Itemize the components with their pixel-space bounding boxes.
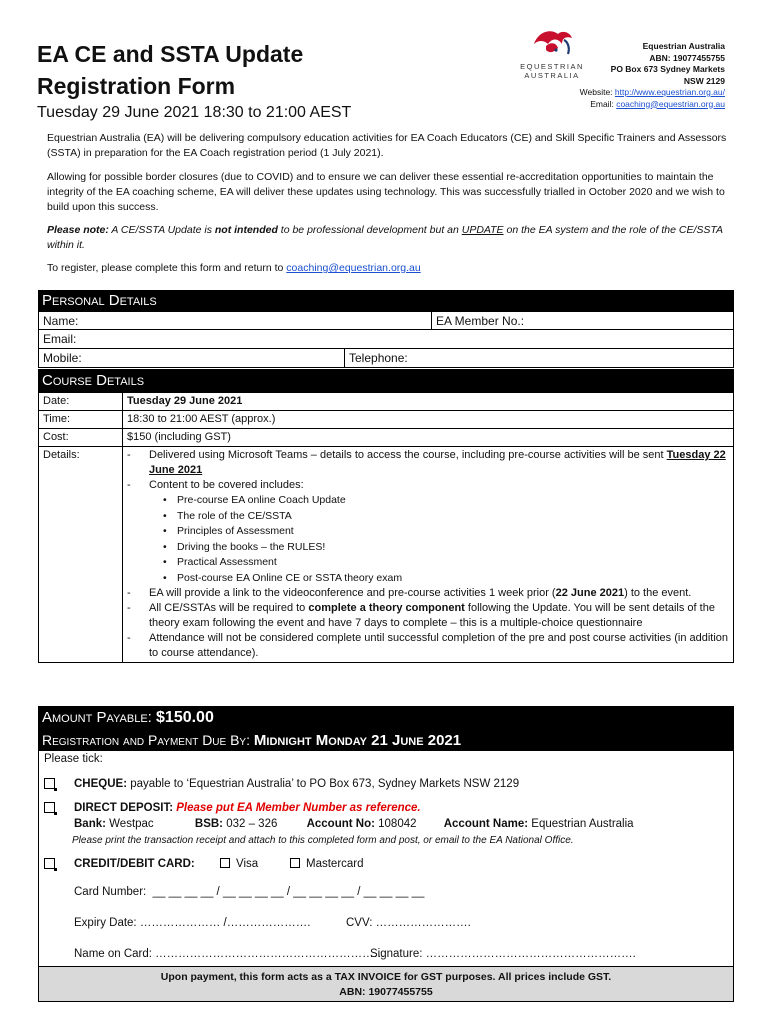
register-instructions: To register, please complete this form and return to coaching@equestrian.org.au <box>47 262 421 274</box>
card-option-label: CREDIT/DEBIT CARD: <box>74 858 195 870</box>
footer-abn: ABN: 19077455755 <box>339 986 433 998</box>
direct-deposit-option: DIRECT DEPOSIT: Please put EA Member Number as reference. <box>74 802 421 814</box>
course-details-row <box>39 447 734 663</box>
form-title <box>37 38 397 102</box>
email-field[interactable]: Email: <box>43 332 77 346</box>
time-label: Time: <box>39 411 123 429</box>
title-line-2: Registration Form <box>37 73 236 99</box>
cvv-field[interactable]: CVV: ……………………. <box>346 917 471 929</box>
member-no-field[interactable]: EA Member No.: <box>436 314 525 328</box>
org-email-line: Email: coaching@equestrian.org.au <box>590 98 725 109</box>
topic-item: • The role of the CE/SSTA <box>159 509 729 525</box>
visa-option: Visa <box>220 858 258 870</box>
course-time-row <box>39 411 734 429</box>
course-date-row <box>39 393 734 411</box>
title-line-1: EA CE and SSTA Update <box>37 41 304 67</box>
intro-paragraph-2: Allowing for possible border closures (due to COVID) and to ensure we can deliver these essential re-accreditation opportunities to maintain the integrity of the EA coaching scheme, EA will deliver these updates using technology. This was successfully trialled in October 2020 and we wish to build upon this success. <box>47 171 725 213</box>
topics-list <box>149 493 729 586</box>
amount-payable-bar: Amount Payable: $150.00 <box>38 706 734 729</box>
intro-paragraph-1: Equestrian Australia (EA) will be delivering compulsory education activities for EA Coach Educators (CE) and Skill Specific Trainers and Assessors (SSTA) in preparation for the EA Coach registration period (1 July 2021). <box>47 132 727 159</box>
topic-item: • Driving the books – the RULES! <box>159 540 729 556</box>
signature-field[interactable]: Signature: ………………………………………………. <box>370 948 636 960</box>
phone-row <box>38 349 734 368</box>
bank-details: Bank: Westpac BSB: 032 – 326 Account No: 108042 Account Name: Equestrian Australia <box>74 818 634 830</box>
list-item: - Content to be covered includes: • Pre-course EA online Coach Update • The role of the CE/SSTA • Principles of Assessment • Driving the books – the RULES! • Practical Assessment • Post-course EA Online CE or SSTA theory exam <box>127 478 729 586</box>
mobile-field[interactable]: Mobile: <box>43 351 82 365</box>
due-date: Midnight Monday 21 June 2021 <box>253 732 462 749</box>
org-email-link[interactable]: coaching@equestrian.org.au <box>616 98 725 109</box>
email-row <box>38 330 734 349</box>
org-abn: ABN: 19077455755 <box>649 52 725 63</box>
telephone-field[interactable]: Telephone: <box>349 351 408 365</box>
visa-checkbox[interactable] <box>220 858 230 868</box>
due-date-bar: Registration and Payment Due By: Midnight Monday 21 June 2021 <box>38 729 734 751</box>
topic-item: • Practical Assessment <box>159 555 729 571</box>
cost-label: Cost: <box>39 429 123 447</box>
org-name: Equestrian Australia <box>642 41 725 51</box>
course-details-table <box>38 392 734 663</box>
list-item: - Delivered using Microsoft Teams – details to access the course, including pre-course activities will be sent Tuesday 22 June 2021 <box>127 448 729 478</box>
tax-invoice-footer <box>38 966 734 1002</box>
list-item: - All CE/SSTAs will be required to complete a theory component following the Update. You will be sent details of the theory exam following the event and have 7 days to complete – this is a multiple-choice questionnaire <box>127 601 729 631</box>
personal-details-heading: Personal Details <box>38 290 734 312</box>
please-tick-label: Please tick: <box>44 753 103 765</box>
org-contact-block <box>580 41 725 110</box>
topic-item: • Pre-course EA online Coach Update <box>159 493 729 509</box>
name-row <box>38 311 734 330</box>
event-date-subtitle: Tuesday 29 June 2021 18:30 to 21:00 AEST <box>37 104 352 121</box>
note-paragraph: Please note: A CE/SSTA Update is not intended to be professional development but an UPDATE on the EA system and the role of the CE/SSTA within it. <box>47 224 723 251</box>
amount-payable: $150.00 <box>156 709 214 726</box>
date-label: Date: <box>39 393 123 411</box>
logo-wordmark: EQUESTRIAN AUSTRALIA <box>520 62 584 80</box>
org-address-1: PO Box 673 Sydney Markets <box>610 64 725 74</box>
direct-deposit-checkbox[interactable] <box>44 802 55 813</box>
website-link[interactable]: http://www.equestrian.org.au/ <box>614 87 725 97</box>
course-cost-row <box>39 429 734 447</box>
register-email-link[interactable]: coaching@equestrian.org.au <box>286 262 421 274</box>
footer-line-1: Upon payment, this form acts as a TAX INVOICE for GST purposes. All prices include GST. <box>160 971 612 983</box>
details-label: Details: <box>39 447 123 663</box>
list-item: - Attendance will not be considered complete until successful completion of the pre and post course activities (in addition to course attendance). <box>127 631 729 661</box>
receipt-note: Please print the transaction receipt and attach to this completed form and post, or email to the EA National Office. <box>72 835 574 846</box>
org-address-2: NSW 2129 <box>683 75 725 86</box>
topic-item: • Post-course EA Online CE or SSTA theory exam <box>159 571 729 587</box>
course-time: 18:30 to 21:00 AEST (approx.) <box>123 411 734 429</box>
expiry-field[interactable]: Expiry Date: ………………… /…………………. <box>74 917 311 929</box>
course-cost: $150 (including GST) <box>123 429 734 447</box>
name-field[interactable]: Name: <box>43 314 79 328</box>
mastercard-checkbox[interactable] <box>290 858 300 868</box>
name-on-card-field[interactable]: Name on Card: …………………………………………………… <box>74 948 386 960</box>
course-details <box>123 447 734 663</box>
card-number-field[interactable]: Card Number: __ __ __ __ / __ __ __ __ / __ __ __ __ / __ __ __ __ <box>74 886 425 898</box>
course-details-heading: Course Details <box>38 369 734 392</box>
cheque-checkbox[interactable] <box>44 778 55 789</box>
cheque-option: CHEQUE: payable to ‘Equestrian Australia’ to PO Box 673, Sydney Markets NSW 2129 <box>74 778 520 790</box>
org-website-line: Website: http://www.equestrian.org.au/ <box>579 87 725 97</box>
mastercard-option: Mastercard <box>290 858 364 870</box>
card-checkbox[interactable] <box>44 858 55 869</box>
list-item: - EA will provide a link to the videoconference and pre-course activities 1 week prior (22 June 2021) to the event. <box>127 586 729 601</box>
topic-item: • Principles of Assessment <box>159 524 729 540</box>
course-date: Tuesday 29 June 2021 <box>123 393 734 411</box>
